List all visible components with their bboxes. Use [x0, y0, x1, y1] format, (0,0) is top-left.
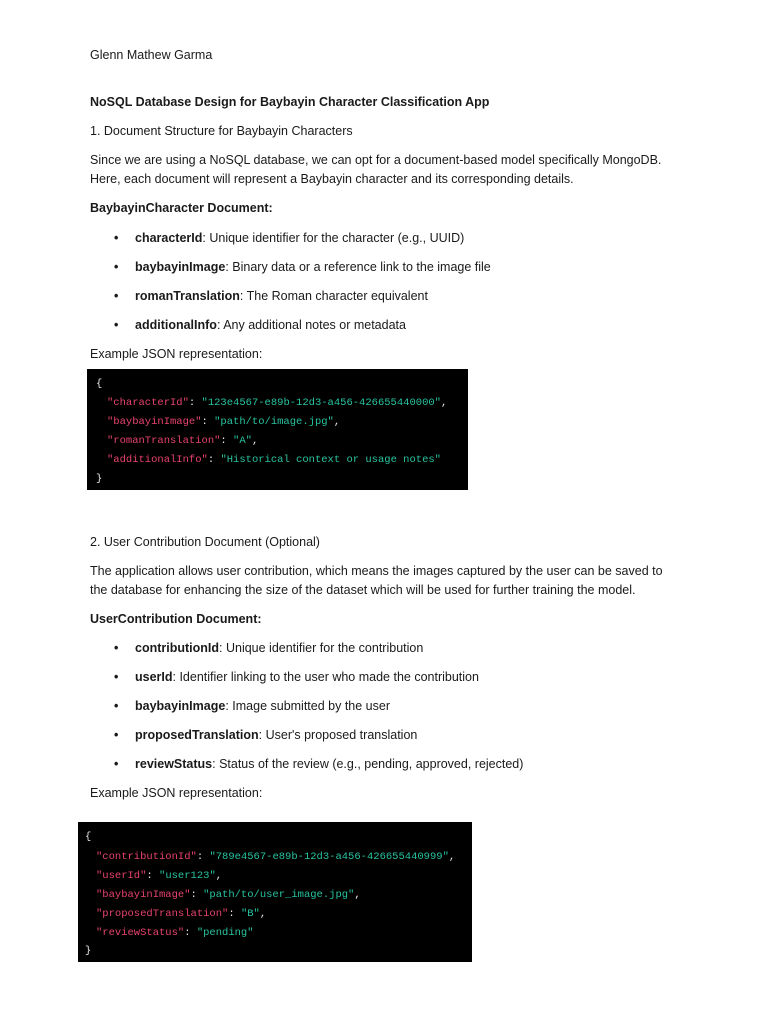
- field-desc: : Identifier linking to the user who made the contribution: [172, 670, 479, 684]
- section1-intro-line2: Here, each document will represent a Baybayin character and its corresponding details.: [90, 172, 574, 186]
- json-row: "contributionId": "789e4567-e89b-12d3-a456-426655440999",: [96, 851, 456, 863]
- bullet-icon: •: [114, 260, 119, 274]
- section2-intro-line2: the database for enhancing the size of the dataset which will be used for further training the model.: [90, 583, 636, 597]
- json-row: "reviewStatus": "pending": [96, 927, 254, 939]
- field-desc: : Any additional notes or metadata: [216, 318, 406, 332]
- bullet-icon: •: [114, 318, 119, 332]
- field-name: romanTranslation: [135, 289, 240, 303]
- field-desc: : The Roman character equivalent: [239, 289, 428, 303]
- bullet-icon: •: [114, 757, 119, 771]
- json-row: "romanTranslation": "A",: [107, 435, 259, 447]
- json-row: "characterId": "123e4567-e89b-12d3-a456-426655440000",: [107, 397, 448, 409]
- section1-intro-line1: Since we are using a NoSQL database, we can opt for a document-based model specifically MongoDB.: [90, 153, 662, 167]
- json-open-brace: {: [85, 831, 92, 843]
- json-row: "userId": "user123",: [96, 870, 223, 882]
- section2-intro-line1: The application allows user contribution, which means the images captured by the user can be saved to: [90, 564, 663, 578]
- field-desc: : Status of the review (e.g., pending, approved, rejected): [212, 757, 524, 771]
- bullet-icon: •: [114, 289, 119, 303]
- section1-example-label: Example JSON representation:: [90, 347, 263, 361]
- bullet-icon: •: [114, 699, 119, 713]
- bullet-icon: •: [114, 728, 119, 742]
- section2-heading: 2. User Contribution Document (Optional): [90, 535, 320, 549]
- section1-doc-title: BaybayinCharacter Document:: [90, 201, 273, 215]
- section1-heading: 1. Document Structure for Baybayin Characters: [90, 124, 353, 138]
- field-name: characterId: [135, 231, 203, 245]
- json-row: "additionalInfo": "Historical context or usage notes": [107, 454, 441, 466]
- document-title: NoSQL Database Design for Baybayin Character Classification App: [90, 95, 490, 109]
- field-name: proposedTranslation: [135, 728, 259, 742]
- field-desc: : User's proposed translation: [258, 728, 418, 742]
- field-desc: : Unique identifier for the contribution: [219, 641, 424, 655]
- field-name: baybayinImage: [135, 260, 226, 274]
- field-desc: : Unique identifier for the character (e.g., UUID): [202, 231, 465, 245]
- field-desc: : Binary data or a reference link to the image file: [225, 260, 491, 274]
- json-code-block: [78, 822, 472, 962]
- json-close-brace: }: [96, 473, 103, 485]
- json-row: "proposedTranslation": "B",: [96, 908, 267, 920]
- bullet-icon: •: [114, 231, 119, 245]
- json-row: "baybayinImage": "path/to/user_image.jpg",: [96, 889, 361, 901]
- field-name: contributionId: [135, 641, 220, 655]
- json-row: "baybayinImage": "path/to/image.jpg",: [107, 416, 341, 428]
- field-name: userId: [135, 670, 173, 684]
- bullet-icon: •: [114, 641, 119, 655]
- bullet-icon: •: [114, 670, 119, 684]
- section2-doc-title: UserContribution Document:: [90, 612, 262, 626]
- section2-example-label: Example JSON representation:: [90, 786, 263, 800]
- json-code-block: [87, 369, 468, 490]
- json-close-brace: }: [85, 945, 92, 957]
- field-name: reviewStatus: [135, 757, 213, 771]
- field-name: baybayinImage: [135, 699, 226, 713]
- json-open-brace: {: [96, 378, 103, 390]
- author-name: Glenn Mathew Garma: [90, 48, 213, 62]
- field-name: additionalInfo: [135, 318, 217, 332]
- field-desc: : Image submitted by the user: [225, 699, 390, 713]
